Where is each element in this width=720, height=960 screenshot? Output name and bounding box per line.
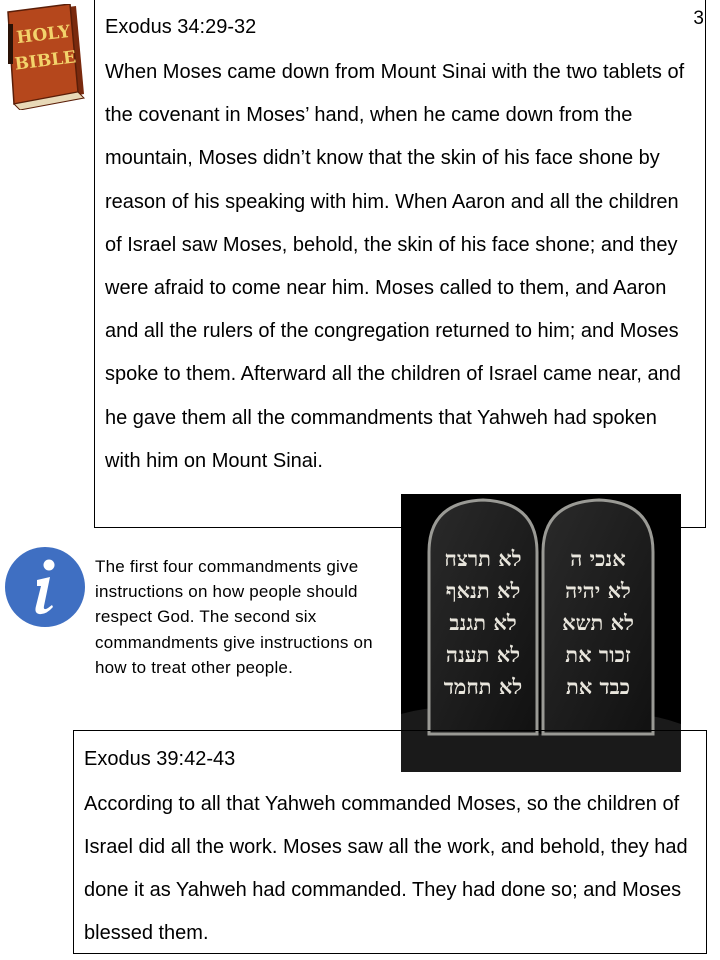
bible-title-line2: BIBLE — [13, 47, 78, 75]
bible-title-line1: HOLY — [15, 21, 72, 49]
left-tablet-line: לא תענה — [445, 642, 521, 667]
right-tablet-line: זכור את — [565, 642, 631, 667]
scripture-reference: Exodus 34:29-32 — [105, 16, 257, 38]
info-icon — [4, 546, 86, 628]
left-tablet-line: לא תרצח — [444, 546, 522, 571]
scripture-box-exodus-39 — [73, 730, 707, 954]
scripture-text: When Moses came down from Mount Sinai with the two tablets of the covenant in Moses’ hand, when he came down from the mountain, Moses didn’t know that the skin of his face shone by reason of his speaking with him. When Aaron and all the children of Israel saw Moses, behold, the skin of his face shone; and they were afraid to come near him. Moses called to them, and Aaron and all the rulers of the congregation returned to him; and Moses spoke to them. Afterward all the children of Israel came near, and he gave them all the commandments that Yahweh had spoken with him on Mount Sinai. — [105, 61, 685, 472]
page-number: 3 — [693, 8, 704, 29]
right-tablet-line: לא יהיה — [565, 578, 631, 603]
left-tablet-line: לא תנאף — [445, 578, 521, 603]
scripture-reference: Exodus 39:42-43 — [84, 748, 236, 770]
left-tablet-line: לא תגנב — [449, 610, 517, 635]
right-tablet-line: כבד את — [565, 674, 631, 699]
right-tablet-line: אנכי ה — [570, 546, 626, 571]
right-tablet-line: לא תשא — [562, 610, 634, 635]
scripture-box-exodus-34 — [94, 0, 706, 528]
info-note: The first four commandments give instructions on how people should respect God. The second six commandments give instructions on how to treat other people. — [95, 557, 373, 677]
bible-book-icon — [4, 4, 90, 110]
scripture-text: According to all that Yahweh commanded Moses, so the children of Israel did all the work. Moses saw all the work, and behold, they had done it as Yahweh had commanded. They had done so; and Moses blessed them. — [84, 793, 688, 944]
left-tablet-line: לא תחמד — [443, 674, 523, 699]
